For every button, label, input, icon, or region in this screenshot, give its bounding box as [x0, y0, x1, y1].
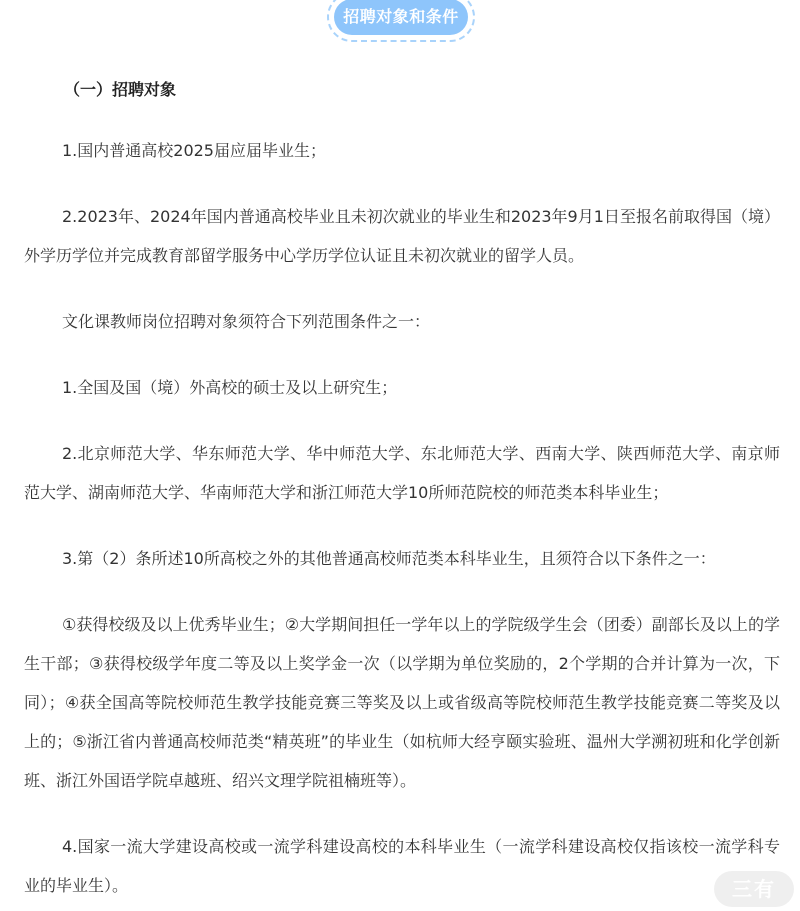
watermark-logo: 三有 — [714, 871, 794, 907]
paragraph-5: 2.北京师范大学、华东师范大学、华中师范大学、东北师范大学、西南大学、陕西师范大学、南京师范大学、湖南师范大学、华南师范大学和浙江师范大学10所师范院校的师范类本科毕业生； — [24, 444, 780, 502]
section-header — [0, 0, 800, 40]
section-title: 招聘对象和条件 — [334, 0, 468, 35]
section-title-badge — [327, 0, 475, 42]
paragraph-2: 2.2023年、2024年国内普通高校毕业且未初次就业的毕业生和2023年9月1日至报名前取得国（境）外学历学位并完成教育部留学服务中心学历学位认证且未初次就业的留学人员。 — [24, 207, 780, 265]
paragraph-4: 1.全国及国（境）外高校的硕士及以上研究生； — [62, 378, 398, 397]
paragraph-1: 1.国内普通高校2025届应届毕业生； — [62, 141, 326, 160]
paragraph-7: ①获得校级及以上优秀毕业生；②大学期间担任一学年以上的学院级学生会（团委）副部长及以上的学生干部；③获得校级学年度二等及以上奖学金一次（以学期为单位奖励的，2个学期的合并计算为一次，下同）；④获全国高等院校师范生教学技能竞赛三等奖及以上或省级高等院校师范生教学技能竞赛二等奖及以上的；⑤浙江省内普通高校师范类“精英班”的毕业生（如杭师大经亨颐实验班、温州大学溯初班和化学创新班、浙江外国语学院卓越班、绍兴文理学院祖楠班等）。 — [24, 615, 780, 790]
paragraph-8: 4.国家一流大学建设高校或一流学科建设高校的本科毕业生（一流学科建设高校仅指该校一流学科专业的毕业生）。 — [24, 837, 780, 895]
subheading-recruitment-targets: （一）招聘对象 — [64, 80, 177, 99]
paragraph-3: 文化课教师岗位招聘对象须符合下列范围条件之一： — [62, 312, 431, 331]
article-body — [24, 70, 780, 905]
paragraph-6: 3.第（2）条所述10所高校之外的其他普通高校师范类本科毕业生，且须符合以下条件之一： — [62, 549, 716, 568]
